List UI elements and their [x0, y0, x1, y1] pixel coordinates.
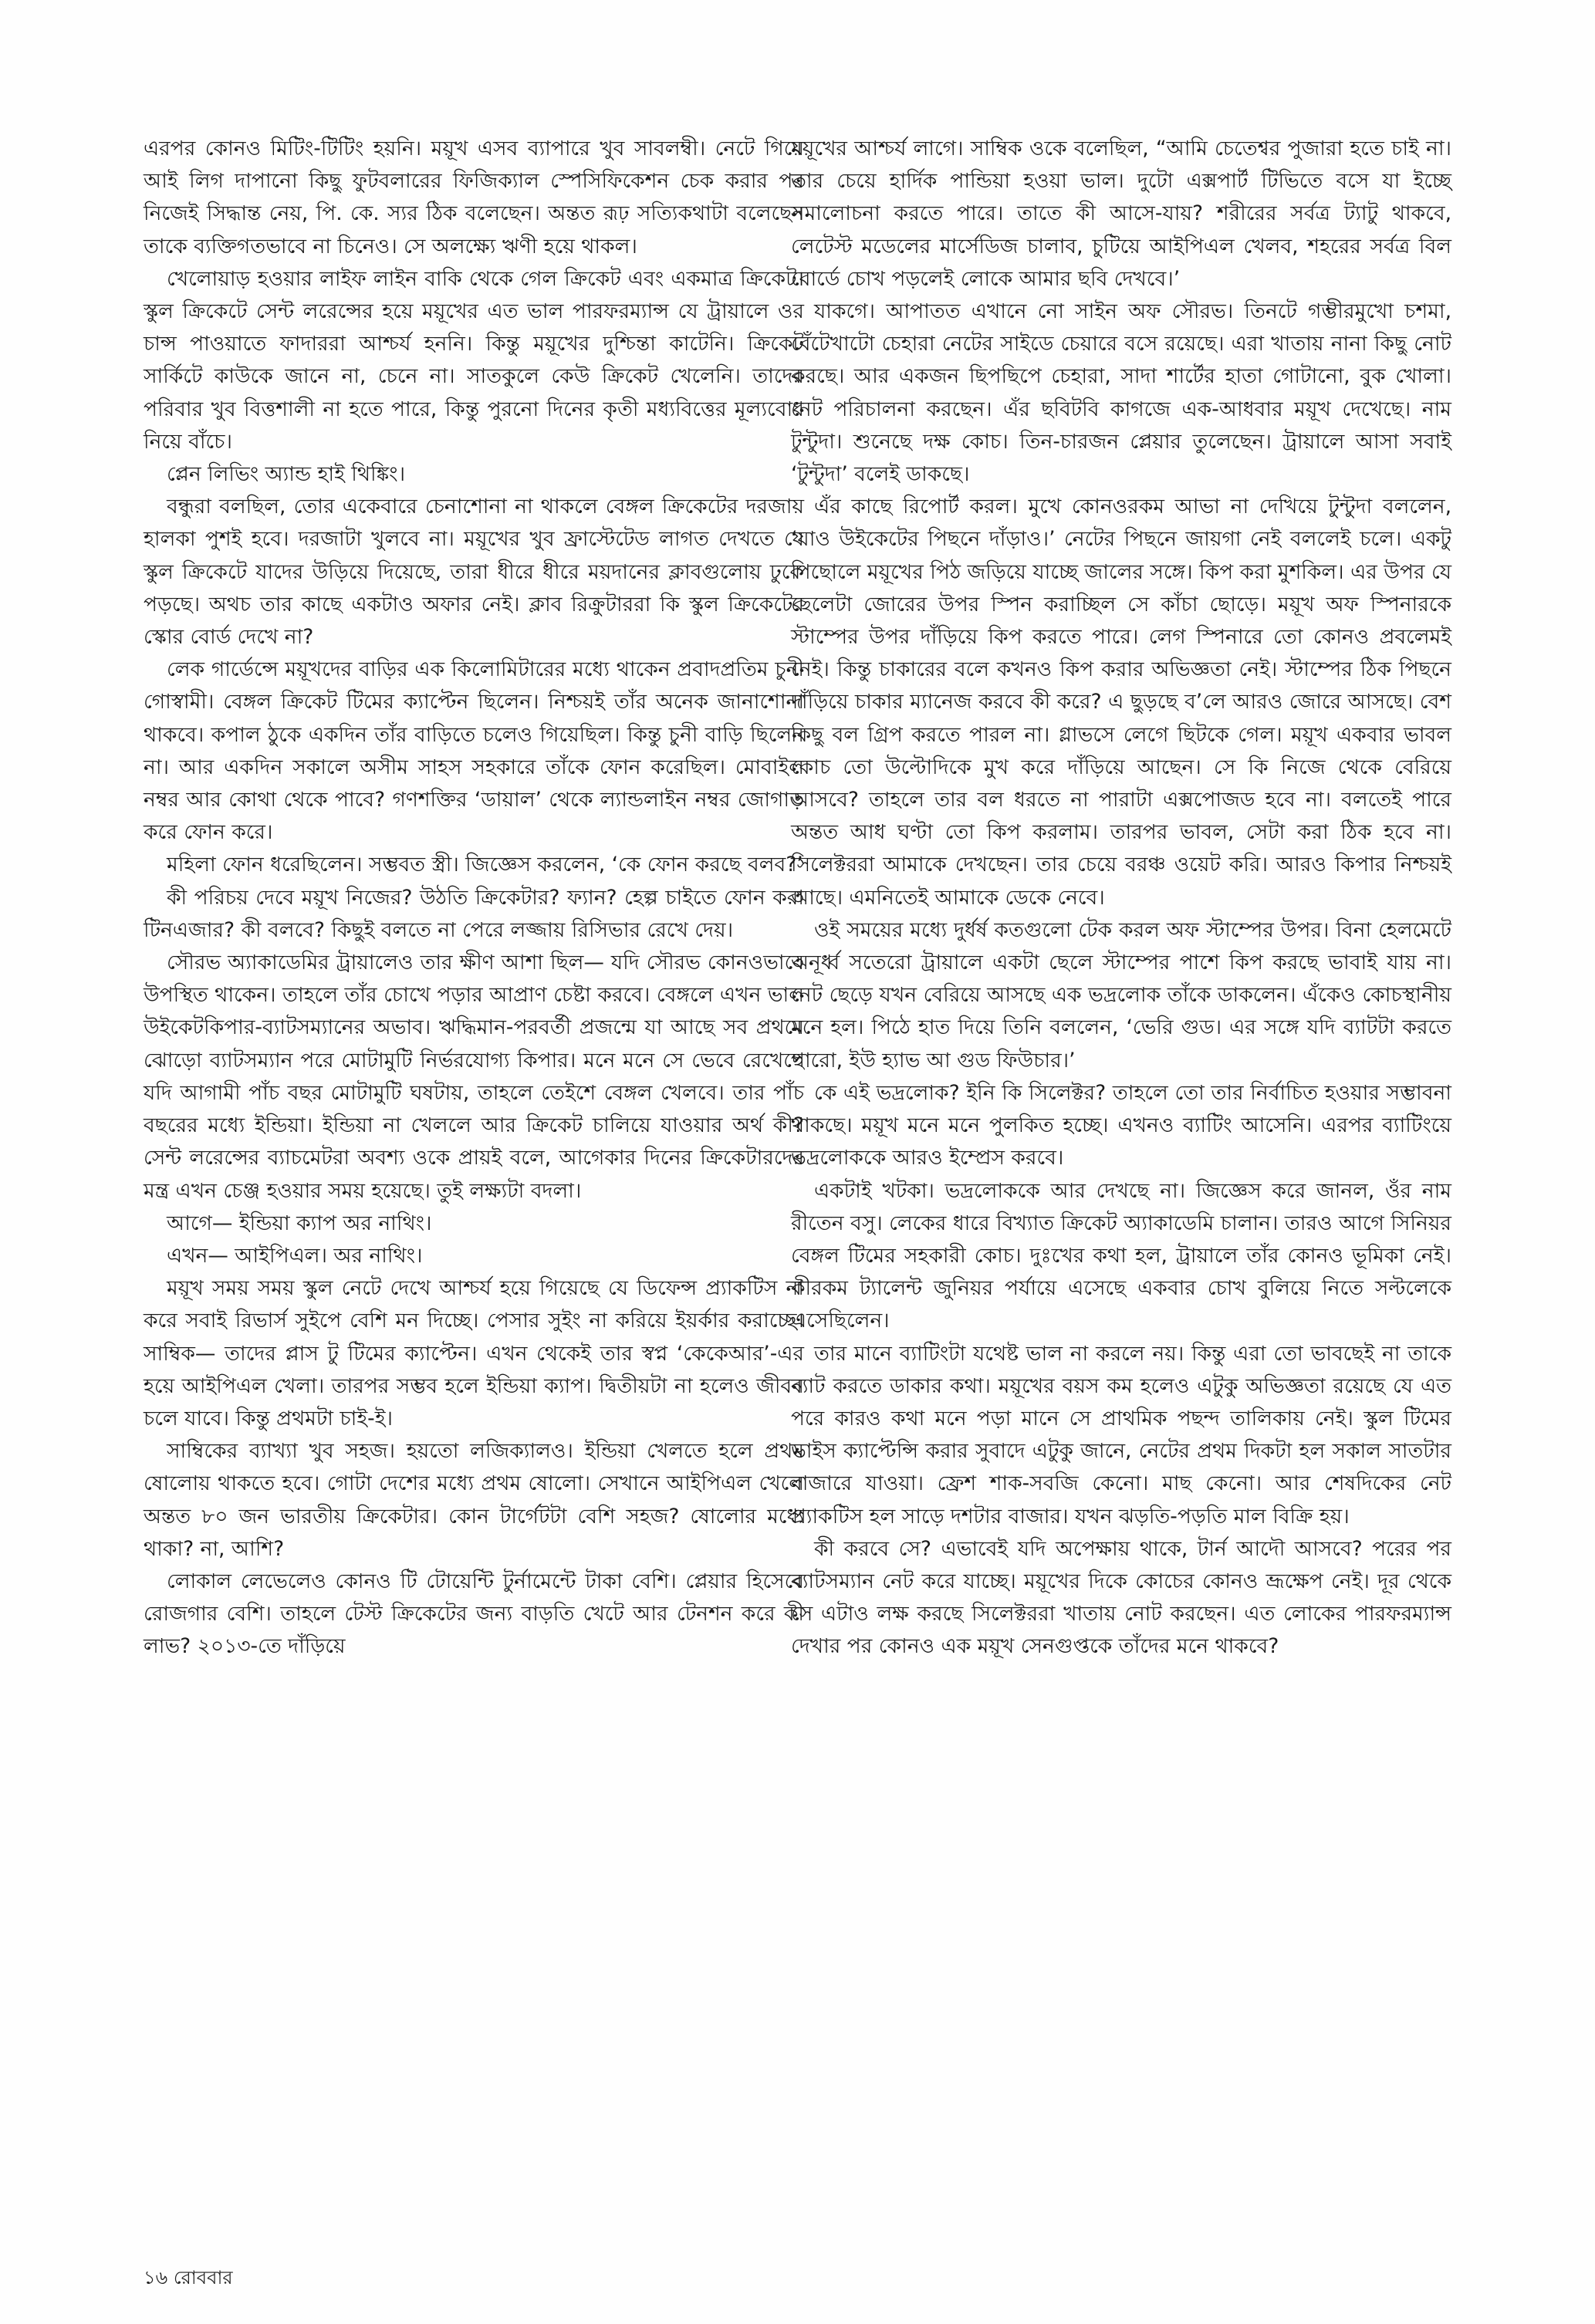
magazine-name: রোববার	[173, 2267, 233, 2289]
paragraph: ময়ূখের আশ্চর্য লাগে। সাম্বিক ওকে বলেছিল, “আমি চেতেশ্বর পুজারা হতে চাই না। তার চেয়ে হার্দিক পান্ডিয়া হওয়া ভাল। দুটো এক্সপার্ট টিভিতে বসে যা ইচ্ছে সমালোচনা করতে পারে। তাতে কী আসে-যায়? শরীরের সর্বত্র ট্যাটু থাকবে, লেটেস্ট মডেলের মার্সেডিজ চালাব, চুটিয়ে আইপিএল খেলব, শহরের সর্বত্র বিল বোর্ডে চোখ পড়লেই লোকে আমার ছবি দেখবে।’	[791, 137, 1451, 291]
paragraph: কী পরিচয় দেবে ময়ূখ নিজের? উঠতি ক্রিকেটার? ফ্যান? হেল্প চাইতে ফোন করা টিনএজার? কী বলবে? কিছুই বলতে না পেরে লজ্জায় রিসিভার রেখে দেয়।	[144, 885, 804, 942]
paragraph: খেলোয়াড় হওয়ার লাইফ লাইন বাকি থেকে গেল ক্রিকেট এবং একমাত্র ক্রিকেট। স্কুল ক্রিকেটে সেন্ট লরেন্সের হয়ে ময়ূখের এত ভাল পারফরম্যান্স যে ট্রায়ালে ওর চান্স পাওয়াতে ফাদাররা আশ্চর্য হননি। কিন্তু ময়ূখের দুশ্চিন্তা কাটেনি। ক্রিকেট সার্কিটে কাউকে জানে না, চেনে না। সাতকুলে কেউ ক্রিকেট খেলেনি। তাদের পরিবার খুব বিত্তশালী না হতে পারে, কিন্তু পুরনো দিনের কৃতী মধ্যবিত্তের মূল্যবোধ নিয়ে বাঁচে।	[144, 266, 804, 454]
paragraph: এরপর কোনও মিটিং-টিটিং হয়নি। ময়ূখ এসব ব্যাপারে খুব সাবলম্বী। নেটে গিয়ে আই লিগ দাপানো কিছু ফুটবলারের ফিজিক্যাল স্পেসিফিকেশন চেক করার পর নিজেই সিদ্ধান্ত নেয়, পি. কে. স্যর ঠিক বলেছেন। অন্তত রূঢ় সত্যিকথাটা বলেছেন তাকে ব্যক্তিগতভাবে না চিনেও। সে অলক্ষ্যে ঋণী হয়ে থাকল।	[144, 137, 804, 258]
page-footer	[144, 2264, 233, 2295]
page-number: ১৬	[144, 2267, 168, 2289]
paragraph: লোকাল লেভেলেও কোনও টি টোয়েন্টি টুর্নামেন্টে টাকা বেশি। প্লেয়ার হিসেবে রোজগার বেশি। তাহলে টেস্ট ক্রিকেটের জন্য বাড়তি খেটে আর টেনশন করে কী লাভ? ২০১৩-তে দাঁড়িয়ে	[144, 1569, 804, 1659]
paragraph: ময়ূখ সময় সময় স্কুল নেটে দেখে আশ্চর্য হয়ে গিয়েছে যে ডিফেন্স প্র্যাকটিস না করে সবাই রিভার্স সুইপে বেশি মন দিচ্ছে। পেসার সুইং না করিয়ে ইয়র্কার করাচ্ছে। সাম্বিক— তাদের প্লাস টু টিমের ক্যাপ্টেন। এখন থেকেই তার স্বপ্ন ‘কেকেআর’-এর হয়ে আইপিএল খেলা। তারপর সম্ভব হলে ইন্ডিয়া ক্যাপ। দ্বিতীয়টা না হলেও জীবন চলে যাবে। কিন্তু প্রথমটা চাই-ই।	[144, 1276, 804, 1431]
paragraph: সাম্বিকের ব্যাখ্যা খুব সহজ। হয়তো লজিক্যালও। ইন্ডিয়া খেলতে হলে প্রথম ষোলোয় থাকতে হবে। গোটা দেশের মধ্যে প্রথম ষোলো। সেখানে আইপিএল খেলে অন্তত ৮০ জন ভারতীয় ক্রিকেটার। কোন টার্গেটটা বেশি সহজ? ষোলোর মধ্যে থাকা? না, আশি?	[144, 1439, 804, 1561]
left-column	[144, 133, 804, 1664]
paragraph: ওই সময়ের মধ্যে দুর্ধর্ষ কতগুলো টেক করল অফ স্টাম্পের উপর। বিনা হেলমেটে অনূর্ধ্ব সতেরো ট্রায়ালে একটা ছেলে স্টাম্পের পাশে কিপ করছে ভাবাই যায় না। নেট ছেড়ে যখন বেরিয়ে আসছে এক ভদ্রলোক তাঁকে ডাকলেন। এঁকেও কোচস্থানীয় মনে হল। পিঠে হাত দিয়ে তিনি বললেন, ‘ভেরি গুড। এর সঙ্গে যদি ব্যাটটা করতে পারো, ইউ হ্যাভ আ গুড ফিউচার।’	[791, 917, 1451, 1072]
paragraph: আগে— ইন্ডিয়া ক্যাপ অর নাথিং।	[167, 1211, 432, 1235]
paragraph: লেক গার্ডেন্সে ময়ূখদের বাড়ির এক কিলোমিটারের মধ্যে থাকেন প্রবাদপ্রতিম চুনী গোস্বামী। বেঙ্গল ক্রিকেট টিমের ক্যাপ্টেন ছিলেন। নিশ্চয়ই তাঁর অনেক জানাশোনা থাকবে। কপাল ঠুকে একদিন তাঁর বাড়িতে চলেও গিয়েছিল। কিন্তু চুনী বাড়ি ছিলেন না। আর একদিন সকালে অসীম সাহস সহকারে তাঁকে ফোন করেছিল। মোবাইল নম্বর আর কোথা থেকে পাবে? গণশক্তির ‘ডায়াল’ থেকে ল্যান্ডলাইন নম্বর জোগাড় করে ফোন করে।	[144, 657, 804, 845]
paragraph: এখন— আইপিএল। অর নাথিং।	[167, 1243, 423, 1268]
paragraph: যাকগে। আপাতত এখানে নো সাইন অফ সৌরভ। তিনটে গম্ভীরমুখো চশমা, বেঁটেখাটো চেহারা নেটের সাইডে চেয়ারে বসে রয়েছে। এরা খাতায় নানা কিছু নোট করছে। আর একজন ছিপছিপে চেহারা, সাদা শার্টের হাতা গোটানো, বুক খোলা। নেট পরিচালনা করছেন। এঁর ছবিটবি কাগজে এক-আধবার ময়ূখ দেখেছে। নাম টুন্টুদা। শুনেছে দক্ষ কোচ। তিন-চারজন প্লেয়ার তুলেছেন। ট্রায়ালে আসা সবাই ‘টুন্টুদা’ বলেই ডাকছে।	[791, 299, 1451, 487]
paragraph: কী করবে সে? এভাবেই যদি অপেক্ষায় থাকে, টার্ন আদৌ আসবে? পরের পর ব্যাটসম্যান নেট করে যাচ্ছে। ময়ূখের দিকে কোচের কোনও ভ্রূক্ষেপ নেই। দূর থেকে সে এটাও লক্ষ করছে সিলেক্টররা খাতায় নোট করছেন। এত লোকের পারফরম্যান্স দেখার পর কোনও এক ময়ূখ সেনগুপ্তকে তাঁদের মনে থাকবে?	[791, 1536, 1451, 1659]
paragraph: মহিলা ফোন ধরেছিলেন। সম্ভবত স্ত্রী। জিজ্ঞেস করলেন, ‘কে ফোন করছে বলব?’	[167, 853, 803, 877]
paragraph: এঁর কাছে রিপোর্ট করল। মুখে কোনওরকম আভা না দেখিয়ে টুন্টুদা বললেন, ‘যাও উইকেটের পিছনে দাঁড়াও।’ নেটের পিছনে জায়গা নেই বললেই চলে। একটু পিছোলে ময়ূখের পিঠ জড়িয়ে যাচ্ছে জালের সঙ্গে। কিপ করা মুশকিল। এর উপর যে ছেলেটা জোরের উপর স্পিন করাচ্ছিল সে কাঁচা ছোড়ে। ময়ূখ অফ স্পিনারকে স্টাম্পের উপর দাঁড়িয়ে কিপ করতে পারে। লেগ স্পিনারে তো কোনও প্রবলেমই নেই। কিন্তু চাকারের বলে কখনও কিপ করার অভিজ্ঞতা নেই। স্টাম্পের ঠিক পিছনে দাঁড়িয়ে চাকার ম্যানেজ করবে কী করে? এ ছুড়ছে ব’লে আরও জোরে আসছে। বেশ কিছু বল গ্রিপ করতে পারল না। গ্লাভসে লেগে ছিটকে গেল। ময়ূখ একবার ভাবল কোচ তো উল্টোদিকে মুখ করে দাঁড়িয়ে আছেন। সে কি নিজে থেকে বেরিয়ে আসবে? তাহলে তার বল ধরতে না পারাটা এক্সপোজড হবে না। বলতেই পারে অন্তত আধ ঘণ্টা তো কিপ করলাম। তারপর ভাবল, সেটা করা ঠিক হবে না। সিলেক্টররা আমাকে দেখছেন। তার চেয়ে বরঞ্চ ওয়েট করি। আরও কিপার নিশ্চয়ই আছে। এমনিতেই আমাকে ডেকে নেবে।	[791, 495, 1451, 910]
right-column	[791, 133, 1451, 1664]
paragraph: তার মানে ব্যাটিংটা যথেষ্ট ভাল না করলে নয়। কিন্তু এরা তো ভাবছেই না তাকে ব্যাট করতে ডাকার কথা। ময়ূখের বয়স কম হলেও এটুকু অভিজ্ঞতা রয়েছে যে এত পরে কারও কথা মনে পড়া মানে সে প্রাথমিক পছন্দ তালিকায় নেই। স্কুল টিমের ভাইস ক্যাপ্টেন্সি করার সুবাদে এটুকু জানে, নেটের প্রথম দিকটা হল সকাল সাতটার বাজারে যাওয়া। ফ্রেশ শাক-সবজি কেনো। মাছ কেনো। আর শেষদিকের নেট প্র্যাকটিস হল সাড়ে দশটার বাজার। যখন ঝড়তি-পড়তি মাল বিক্রি হয়।	[791, 1341, 1451, 1529]
paragraph: বন্ধুরা বলছিল, তোর একেবারে চেনাশোনা না থাকলে বেঙ্গল ক্রিকেটের দরজায় হালকা পুশই হবে। দরজাটা খুলবে না। ময়ূখের খুব ফ্রাস্টেটেড লাগত দেখতে যে স্কুল ক্রিকেটে যাদের উড়িয়ে দিয়েছে, তারা ধীরে ধীরে ময়দানের ক্লাবগুলোয় ঢুকে পড়ছে। অথচ তার কাছে একটাও অফার নেই। ক্লাব রিক্রুটাররা কি স্কুল ক্রিকেটের স্কোর বোর্ড দেখে না?	[144, 495, 804, 650]
paragraph: একটাই খটকা। ভদ্রলোককে আর দেখছে না। জিজ্ঞেস করে জানল, ওঁর নাম রীতেন বসু। লেকের ধারে বিখ্যাত ক্রিকেট অ্যাকাডেমি চালান। তারও আগে সিনিয়র বেঙ্গল টিমের সহকারী কোচ। দুঃখের কথা হল, ট্রায়ালে তাঁর কোনও ভূমিকা নেই। কীরকম ট্যালেন্ট জুনিয়র পর্যায়ে এসেছে একবার চোখ বুলিয়ে নিতে সল্টলেকে এসেছিলেন।	[791, 1178, 1451, 1333]
paragraph: সৌরভ অ্যাকাডেমির ট্রায়ালেও তার ক্ষীণ আশা ছিল— যদি সৌরভ কোনওভাবে উপস্থিত থাকেন। তাহলে তাঁর চোখে পড়ার আপ্রাণ চেষ্টা করবে। বেঙ্গলে এখন ভাল উইকেটকিপার-ব্যাটসম্যানের অভাব। ঋদ্ধিমান-পরবর্তী প্রজন্মে যা আছে সব প্রথমে ঝোড়ো ব্যাটসম্যান পরে মোটামুটি নির্ভরযোগ্য কিপার। মনে মনে সে ভেবে রেখেছে যদি আগামী পাঁচ বছর মোটামুটি ঘষটায়, তাহলে তেইশে বেঙ্গল খেলবে। তার পাঁচ বছরের মধ্যে ইন্ডিয়া। ইন্ডিয়া না খেললে আর ক্রিকেট চালিয়ে যাওয়ার অর্থ কী? সেন্ট লরেন্সের ব্যাচমেটরা অবশ্য ওকে প্রায়ই বলে, আগেকার দিনের ক্রিকেটারদের মন্ত্র এখন চেঞ্জ হওয়ার সময় হয়েছে। তুই লক্ষ্যটা বদলা।	[144, 951, 804, 1203]
paragraph: প্লেন লিভিং অ্যান্ড হাই থিঙ্কিং।	[167, 462, 406, 487]
paragraph: কে এই ভদ্রলোক? ইনি কি সিলেক্টর? তাহলে তো তার নির্বাচিত হওয়ার সম্ভাবনা থাকছে। ময়ূখ মনে মনে পুলকিত হচ্ছে। এখনও ব্যাটিং আসেনি। এরপর ব্যাটিংয়ে ভদ্রলোককে আরও ইম্প্রেস করবে।	[791, 1080, 1451, 1170]
